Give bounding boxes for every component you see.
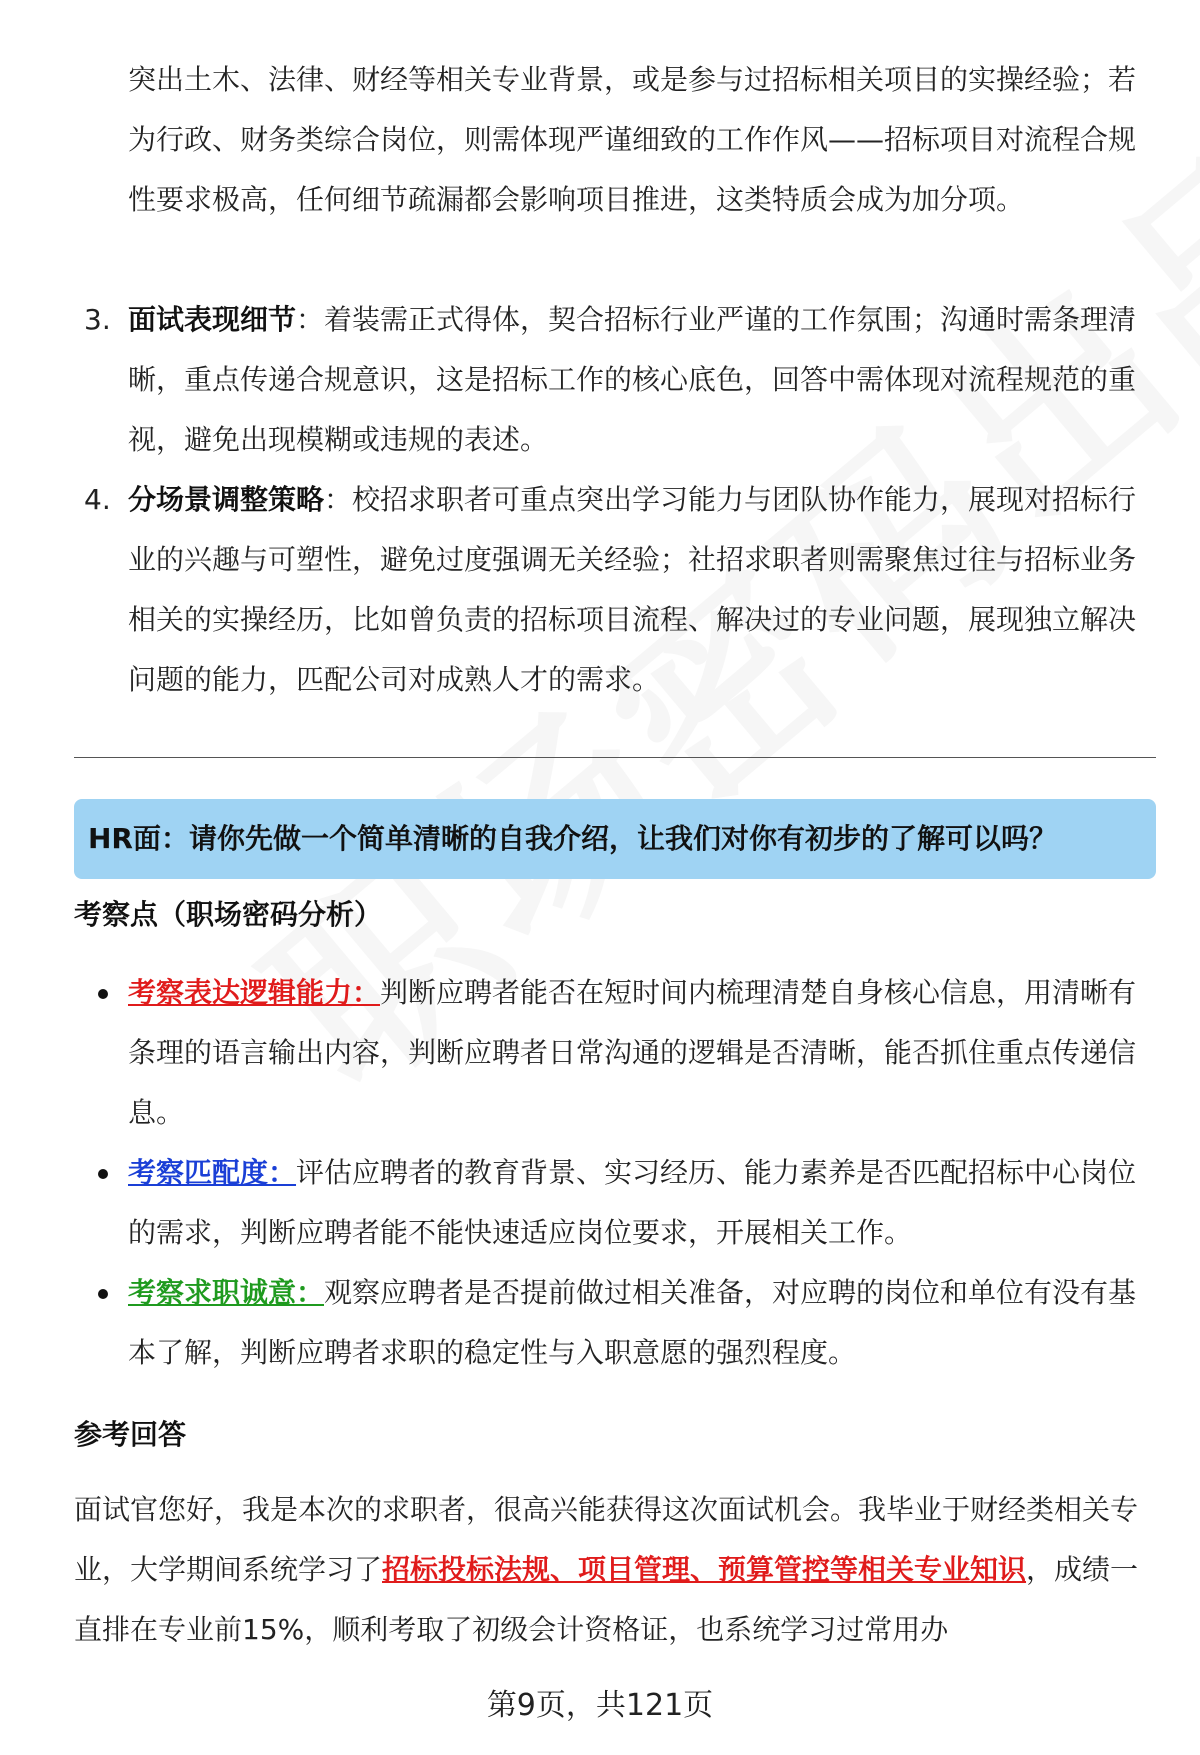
bullet-body <box>128 1263 1148 1383</box>
bullet-dot <box>98 1289 108 1299</box>
list-item-text: ：校招求职者可重点突出学习能力与团队协作能力，展现对招标行业的兴趣与可塑性，避免过度强调无关经验；社招求职者则需聚焦过往与招标业务相关的实操经历，比如曾负责的招标项目流程、解决过的专业问题，展现独立解决问题的能力，匹配公司对成熟人才的需求。 <box>128 483 1137 696</box>
answer-text-post: ，成绩一直排在专业前15%，顺利考取了初级会计资格证，也系统学习过常用办 <box>74 1553 1139 1646</box>
question-text: HR面：请你先做一个简单清晰的自我介绍，让我们对你有初步的了解可以吗？ <box>88 822 1057 855</box>
answer-heading: 参考回答 <box>74 1418 187 1451</box>
bullet-dot <box>98 989 108 999</box>
bullet-key: 考察求职诚意： <box>128 1276 325 1309</box>
bullet-key: 考察匹配度： <box>128 1156 297 1189</box>
reference-answer <box>74 1480 1156 1660</box>
bullet-body <box>128 963 1148 1143</box>
answer-text-pre: 面试官您好，我是本次的求职者，很高兴能获得这次面试机会。我毕业于财经类相关专业，大学期间系统学习了 <box>74 1493 1139 1586</box>
list-item-title: 分场景调整策略 <box>128 483 325 516</box>
bullet-text: 判断应聘者能否在短时间内梳理清楚自身核心信息，用清晰有条理的语言输出内容，判断应聘者日常沟通的逻辑是否清晰，能否抓住重点传递信息。 <box>128 976 1137 1129</box>
list-item-text: ：着装需正式得体，契合招标行业严谨的工作氛围；沟通时需条理清晰，重点传递合规意识，这是招标工作的核心底色，回答中需体现对流程规范的重视，避免出现模糊或违规的表述。 <box>128 303 1137 456</box>
question-callout <box>74 799 1156 879</box>
section-divider <box>74 757 1156 758</box>
answer-highlight: 招标投标法规、项目管理、预算管控等相关专业知识 <box>382 1553 1027 1586</box>
bullet-text: 评估应聘者的教育背景、实习经历、能力素养是否匹配招标中心岗位的需求，判断应聘者能不能快速适应岗位要求，开展相关工作。 <box>128 1156 1137 1249</box>
list-item-title: 面试表现细节 <box>128 303 297 336</box>
bullet-body <box>128 1143 1148 1263</box>
page-footer: 第9页，共121页 <box>486 1688 714 1723</box>
list-item-body <box>128 470 1148 710</box>
list-item-body <box>128 290 1148 470</box>
list-number: 4. <box>84 483 111 516</box>
continued-paragraph: 突出土木、法律、财经等相关专业背景，或是参与过招标相关项目的实操经验；若为行政、财务类综合岗位，则需体现严谨细致的工作作风——招标项目对流程合规性要求极高，任何细节疏漏都会影响项目推进，这类特质会成为加分项。 <box>128 63 1137 216</box>
list-number: 3. <box>84 303 111 336</box>
bullet-dot <box>98 1169 108 1179</box>
analysis-heading: 考察点（职场密码分析） <box>74 898 383 931</box>
bullet-key: 考察表达逻辑能力： <box>128 976 381 1009</box>
bullet-text: 观察应聘者是否提前做过相关准备，对应聘的岗位和单位有没有基本了解，判断应聘者求职的稳定性与入职意愿的强烈程度。 <box>128 1276 1137 1369</box>
